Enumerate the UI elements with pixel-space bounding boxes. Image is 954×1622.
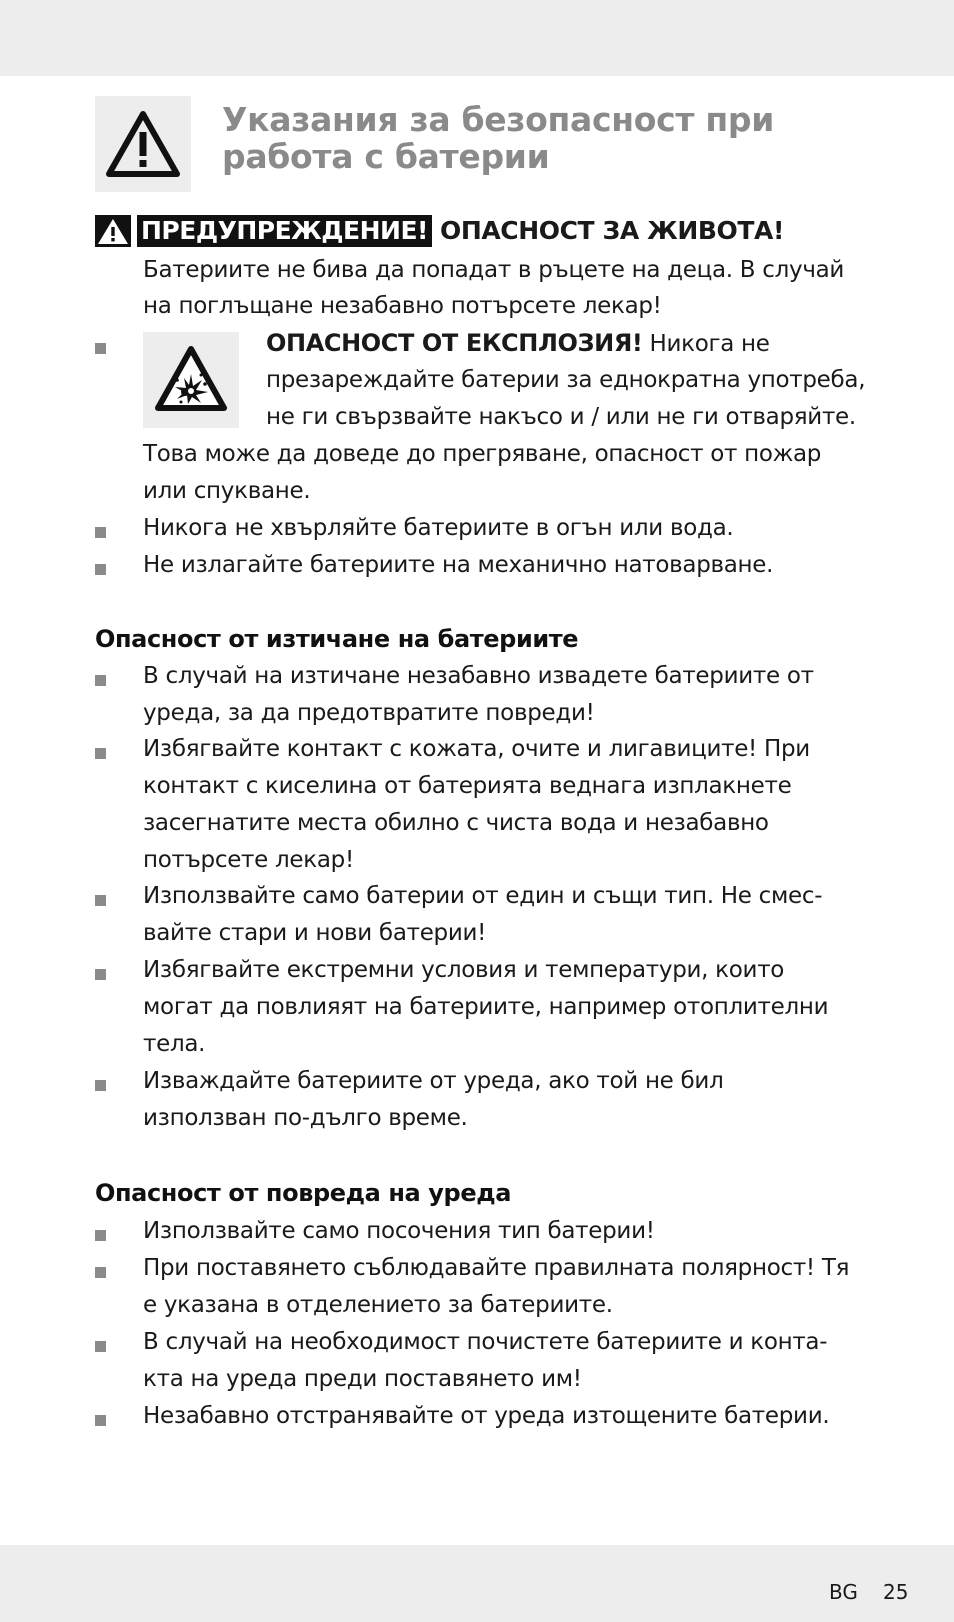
list-item: Никога не хвърляйте батериите в огън или вода. [143, 515, 734, 541]
damage-heading: Опасност от повреда на уреда [95, 1179, 511, 1207]
list-item: Незабавно отстранявайте от уреда изтощените батерии. [143, 1403, 830, 1429]
square-bullet-icon [95, 564, 106, 575]
square-bullet-icon [95, 1080, 106, 1091]
warning-triangle-small-icon [95, 215, 131, 247]
section-title-line2: работа с батерии [222, 137, 550, 176]
list-item: В случай на необходимост почистете батериите и конта- [143, 1329, 828, 1355]
section-title-line1: Указания за безопасност при [222, 100, 775, 139]
square-bullet-icon [95, 1341, 106, 1352]
list-item: Избягвайте контакт с кожата, очите и лигавиците! При [143, 736, 810, 762]
explosion-line4: Това може да доведе до прегряване, опасност от пожар [143, 441, 822, 467]
explosion-line1-rest: Никога не [642, 331, 770, 357]
warning-line [95, 215, 784, 253]
square-bullet-icon [95, 343, 106, 354]
square-bullet-icon [95, 1415, 106, 1426]
explosion-line2: презареждайте батерии за еднократна употреба, [266, 367, 866, 393]
explosion-heading: ОПАСНОСТ ОТ ЕКСПЛОЗИЯ! [266, 329, 643, 357]
warning-text-line1: Батериите не бива да попадат в ръцете на деца. В случай [143, 257, 845, 283]
list-item: При поставянето съблюдавайте правилната полярност! Тя [143, 1255, 850, 1281]
list-item-cont: засегнатите места обилно с чиста вода и незабавно [143, 810, 769, 836]
square-bullet-icon [95, 1230, 106, 1241]
square-bullet-icon [95, 527, 106, 538]
explosion-line1 [266, 325, 770, 363]
list-item-cont: тела. [143, 1031, 206, 1057]
warning-text-line2: на поглъщане незабавно потърсете лекар! [143, 293, 662, 319]
square-bullet-icon [95, 1267, 106, 1278]
warning-label: ПРЕДУПРЕЖДЕНИЕ! [137, 215, 432, 247]
page-number: 25 [883, 1580, 909, 1604]
list-item-cont: уреда, за да предотвратите повреди! [143, 700, 595, 726]
warning-triangle-icon [105, 110, 181, 178]
square-bullet-icon [95, 675, 106, 686]
footer-bar [0, 1545, 954, 1622]
square-bullet-icon [95, 969, 106, 980]
list-item-cont: кта на уреда преди поставянето им! [143, 1366, 582, 1392]
list-item: Избягвайте екстремни условия и температури, които [143, 957, 785, 983]
header-warning-icon-box [95, 96, 191, 192]
list-item-cont: могат да повлияят на батериите, например отоплителни [143, 994, 829, 1020]
list-item: Изваждайте батериите от уреда, ако той не бил [143, 1068, 724, 1094]
list-item-cont: е указана в отделението за батериите. [143, 1292, 613, 1318]
list-item-cont: вайте стари и нови батерии! [143, 920, 487, 946]
explosion-line5: или спукване. [143, 478, 311, 504]
list-item: В случай на изтичане незабавно извадете батериите от [143, 663, 814, 689]
list-item: Не излагайте батериите на механично натоварване. [143, 552, 774, 578]
list-item-cont: използван по-дълго време. [143, 1105, 468, 1131]
explosion-line3: не ги свързвайте накъсо и / или не ги отваряйте. [266, 404, 856, 430]
explosion-icon-box [143, 332, 239, 428]
list-item: Използвайте само батерии от един и същи тип. Не смес- [143, 883, 823, 909]
list-item: Използвайте само посочения тип батерии! [143, 1218, 655, 1244]
list-item-cont: потърсете лекар! [143, 847, 354, 873]
section-title [222, 101, 902, 175]
square-bullet-icon [95, 895, 106, 906]
leak-heading: Опасност от изтичане на батериите [95, 625, 579, 653]
square-bullet-icon [95, 748, 106, 759]
footer-language: BG [829, 1580, 858, 1604]
explosion-hazard-icon [155, 346, 227, 412]
top-margin-bar [0, 0, 954, 76]
list-item-cont: контакт с киселина от батерията веднага изплакнете [143, 773, 792, 799]
danger-heading: ОПАСНОСТ ЗА ЖИВОТА! [439, 216, 784, 245]
